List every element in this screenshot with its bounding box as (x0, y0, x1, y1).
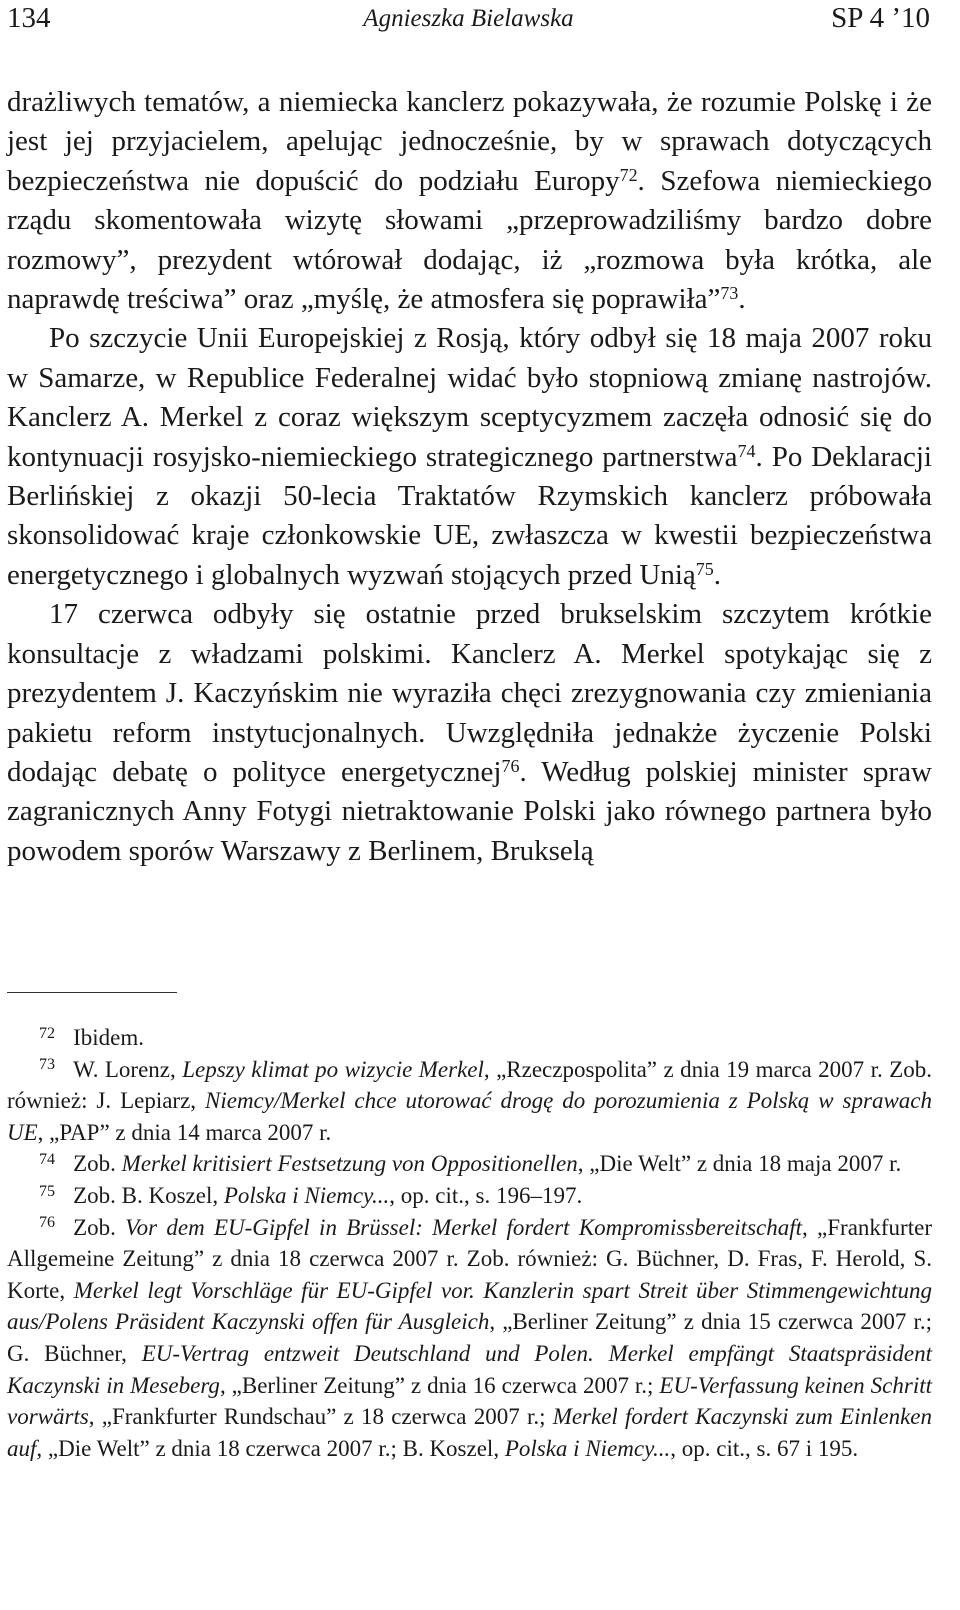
footnote-number: 72 (39, 1024, 56, 1042)
footnote-ref[interactable]: 73 (720, 283, 739, 304)
footnote-ref[interactable]: 72 (619, 164, 638, 185)
footnote-ref[interactable]: 74 (737, 440, 756, 461)
footnote-76: $^{76}$ Zob. Vor dem EU-Gipfel in Brüssel: Merkel fordert Kompromissbereitschaft, „Frankfurter Allgemeine Zeitung” z dnia 18 czerwca 2007 r. Zob. również: G. Büchner, D. Fras, F. Herold, S. Korte, Merkel legt Vorschläge für EU-Gipfel vor. Kanzlerin spart Streit über Stimmengewichtung aus/Polens Präsident Kaczynski offen für Ausgleich, „Berliner Zeitung” z dnia 15 czerwca 2007 r.; G. Büchner, EU-Vertrag entzweit Deutschland und Polen. Merkel empfängt Staatspräsident Kaczynski in Meseberg, „Berliner Zeitung” z dnia 16 czerwca 2007 r.; EU-Verfassung keinen Schritt vorwärts, „Frankfurter Rundschau” z 18 czerwca 2007 r.; Merkel fordert Kaczynski zum Einlenken auf, „Die Welt” z dnia 18 czerwca 2007 r.; B. Koszel, Polska i Niemcy..., op. cit., s. 67 i 195. (7, 1214, 933, 1461)
paragraph: Po szczycie Unii Europejskiej z Rosją, który odbył się 18 maja 2007 roku w Samarze, w Republice Federalnej widać było stopniową zmianę nastrojów. Kanclerz A. Merkel z coraz większym sceptycyzmem zaczęła odnosić się do kontynuacji rosyjsko-niemieckiego strategicznego partnerstwa$^{74}$. Po Deklaracji Berlińskiej z okazji 50-lecia Traktatów Rzymskich kanclerz próbowała skonsolidować kraje członkowskie UE, zwłaszcza w kwestii bezpieczeństwa energetycznego i globalnych wyzwań stojących przed Unią$^{75}$. (7, 322, 932, 591)
footnote-74: $^{74}$ Zob. Merkel kritisiert Festsetzung von Oppositionellen, „Die Welt” z dnia 18 maja 2007 r. (39, 1151, 902, 1177)
footnote-ref[interactable]: 76 (501, 755, 520, 776)
running-header (7, 0, 930, 40)
journal-issue: SP 4 ’10 (831, 2, 930, 34)
main-text (7, 83, 932, 871)
page-number: 134 (7, 2, 51, 34)
footnote-72: $^{72}$ Ibidem. (39, 1024, 144, 1050)
running-author: Agnieszka Bielawska (363, 5, 574, 32)
footnote-ref[interactable]: 75 (695, 558, 714, 579)
footnote-separator (7, 992, 177, 993)
paragraph: 17 czerwca odbyły się ostatnie przed brukselskim szczytem krótkie konsultacje z władzami polskimi. Kanclerz A. Merkel spotykając się z prezydentem J. Kaczyńskim nie wyraziła chęci zrezygnowania czy zmieniania pakietu reform instytucjonalnych. Uwzględniła jednakże życzenie Polski dodając debatę o polityce energetycznej$^{76}$. Według polskiej minister spraw zagranicznych Anny Fotygi nietraktowanie Polski jako równego partnera było powodem sporów Warszawy z Berlinem, Brukselą (7, 598, 932, 867)
paragraph: drażliwych tematów, a niemiecka kanclerz pokazywała, że rozumie Polskę i że jest jej przyjacielem, apelując jednocześnie, by w sprawach dotyczących bezpieczeństwa nie dopuścić do podziału Europy$^{72}$. Szefowa niemieckiego rządu skomentowała wizytę słowami „przeprowadziliśmy bardzo dobre rozmowy”, prezydent wtórował dodając, iż „rozmowa była krótka, ale naprawdę treściwa” oraz „myślę, że atmosfera się poprawiła”$^{73}$. (7, 86, 933, 316)
footnote-number: 75 (39, 1182, 56, 1200)
footnote-75: $^{75}$ Zob. B. Koszel, Polska i Niemcy..., op. cit., s. 196–197. (39, 1182, 583, 1208)
footnote-number: 73 (39, 1056, 56, 1074)
footnotes (7, 1022, 932, 1464)
footnote-number: 76 (39, 1214, 56, 1232)
footnote-73: $^{73}$ W. Lorenz, Lepszy klimat po wizycie Merkel, „Rzeczpospolita” z dnia 19 marca 2007 r. Zob. również: J. Lepiarz, Niemcy/Merkel chce utorować drogę do porozumienia z Polską w sprawach UE, „PAP” z dnia 14 marca 2007 r. (7, 1056, 933, 1145)
footnote-number: 74 (39, 1151, 56, 1169)
